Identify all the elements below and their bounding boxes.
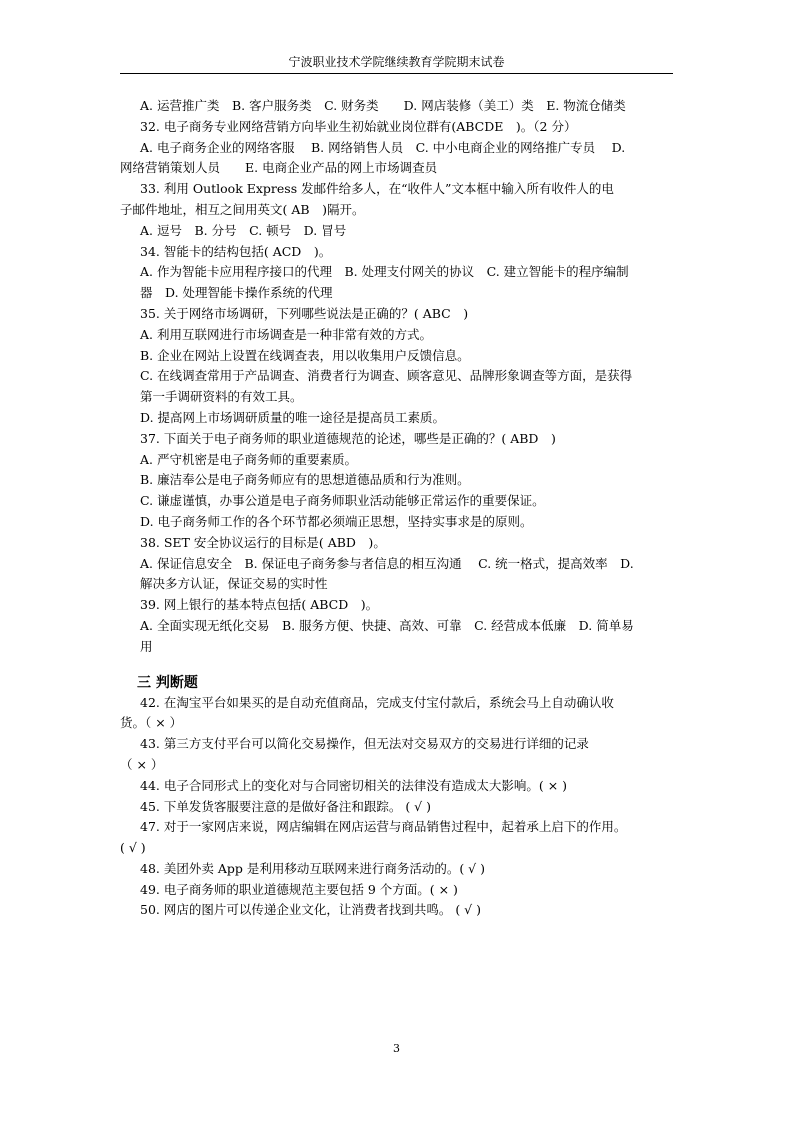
text-line: C. 在线调查常用于产品调查、消费者行为调查、顾客意见、品牌形象调查等方面，是获得 [140, 368, 633, 384]
text-line: （ × ） [120, 756, 164, 772]
text-line: 用 [140, 638, 153, 654]
text-line: B. 企业在网站上设置在线调查表，用以收集用户反馈信息。 [140, 347, 470, 363]
text-line: 49. 电子商务师的职业道德规范主要包括 9 个方面。( × ) [140, 881, 458, 897]
section-title: 三 判断题 [137, 674, 198, 691]
text-line: 38. SET 安全协议运行的目标是( ABD )。 [140, 534, 386, 550]
text-line: 网络营销策划人员 E. 电商企业产品的网上市场调查员 [120, 160, 438, 176]
text-line: 子邮件地址，相互之间用英文( AB )隔开。 [120, 201, 365, 217]
text-line: A. 保证信息安全 B. 保证电子商务参与者信息的相互沟通 C. 统一格式，提高效率 D. [140, 555, 634, 571]
text-line: A. 逗号 B. 分号 C. 顿号 D. 冒号 [140, 222, 347, 238]
text-line: A. 电子商务企业的网络客服 B. 网络销售人员 C. 中小电商企业的网络推广专员 D. [140, 139, 626, 155]
question-block-multiple-choice [120, 96, 695, 658]
text-line: 45. 下单发货客服要注意的是做好备注和跟踪。 ( √ ) [140, 798, 431, 814]
text-line: 50. 网店的图片可以传递企业文化，让消费者找到共鸣。 ( √ ) [140, 902, 481, 918]
text-line: 39. 网上银行的基本特点包括( ABCD )。 [140, 597, 379, 613]
text-line: C. 谦虚谨慎，办事公道是电子商务师职业活动能够正常运作的重要保证。 [140, 493, 545, 509]
text-line: 48. 美团外卖 App 是利用移动互联网来进行商务活动的。( √ ) [140, 860, 485, 876]
text-line: A. 严守机密是电子商务师的重要素质。 [140, 451, 357, 467]
header-rule [120, 73, 673, 74]
text-line: A. 作为智能卡应用程序接口的代理 B. 处理支付网关的协议 C. 建立智能卡的程序编制 [140, 264, 629, 280]
text-line: A. 全面实现无纸化交易 B. 服务方便、快捷、高效、可靠 C. 经营成本低廉 D. 简单易 [140, 617, 634, 633]
text-line: 33. 利用 Outlook Express 发邮件给多人，在“收件人”文本框中输入所有收件人的电 [140, 181, 614, 197]
text-line: 货。（ × ） [120, 715, 183, 731]
text-line: 35. 关于网络市场调研，下列哪些说法是正确的？( ABC ) [140, 305, 469, 321]
question-block-true-false [120, 693, 695, 922]
page-header: 宁波职业技术学院继续教育学院期末试卷 [288, 55, 505, 69]
text-line: 42. 在淘宝平台如果买的是自动充值商品，完成支付宝付款后，系统会马上自动确认收 [140, 694, 614, 710]
exam-content [120, 96, 695, 921]
text-line: 解决多方认证，保证交易的实时性 [140, 576, 328, 592]
text-line: A. 利用互联网进行市场调查是一种非常有效的方式。 [140, 326, 432, 342]
text-line: 47. 对于一家网店来说，网店编辑在网店运营与商品销售过程中，起着承上启下的作用。 [140, 819, 627, 835]
text-line: 37. 下面关于电子商务师的职业道德规范的论述，哪些是正确的？( ABD ) [140, 430, 556, 446]
text-line: 器 D. 处理智能卡操作系统的代理 [140, 285, 333, 301]
text-line: A. 运营推广类 B. 客户服务类 C. 财务类 D. 网店装修（美工）类 E. 物流仓储类 [140, 98, 626, 113]
text-line: 34. 智能卡的结构包括( ACD )。 [140, 243, 332, 259]
text-line: D. 电子商务师工作的各个环节都必须端正思想，坚持实事求是的原则。 [140, 513, 533, 529]
text-line: ( √ ) [120, 840, 146, 856]
text-line: 44. 电子合同形式上的变化对与合同密切相关的法律没有造成太大影响。( × ) [140, 777, 568, 793]
page-number: 3 [393, 1042, 400, 1055]
text-line: D. 提高网上市场调研质量的唯一途径是提高员工素质。 [140, 409, 446, 425]
text-line: B. 廉洁奉公是电子商务师应有的思想道德品质和行为准则。 [140, 472, 470, 488]
text-line: 32. 电子商务专业网络营销方向毕业生初始就业岗位群有(ABCDE )。（2 分） [140, 118, 577, 134]
text-line: 第一手调研资料的有效工具。 [140, 389, 303, 405]
text-line: 43. 第三方支付平台可以简化交易操作，但无法对交易双方的交易进行详细的记录 [140, 736, 589, 752]
